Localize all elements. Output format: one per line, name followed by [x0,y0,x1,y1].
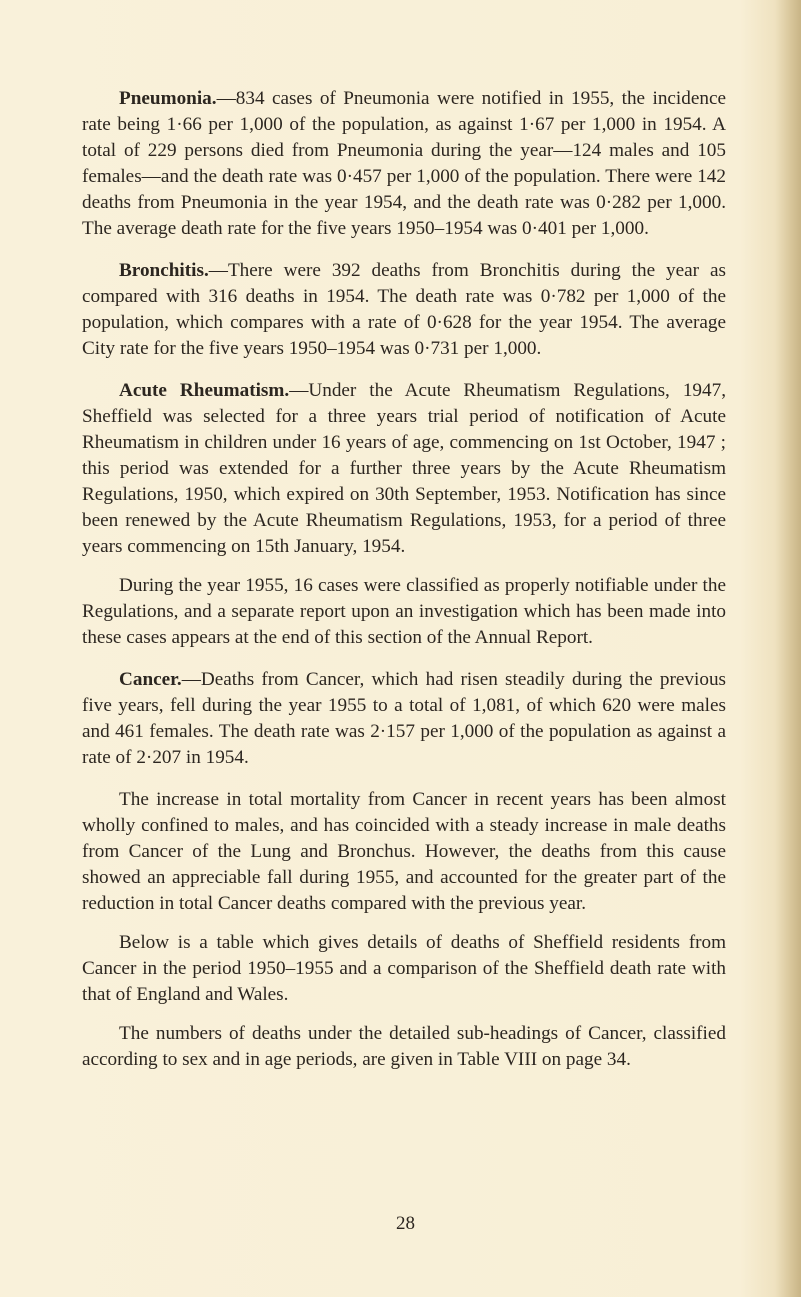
paragraph-acute-rheumatism [82,378,726,560]
paragraph-cancer-increase [82,787,726,917]
heading-cancer: Cancer. [119,669,182,690]
paragraph-cancer-subheadings [82,1021,726,1073]
body-text [82,86,726,1086]
paragraph-cancer [82,667,726,771]
text-cancer-increase: The increase in total mortality from Cancer in recent years has been almost wholly confined to males, and has coincided with a steady increase in male deaths from Cancer of the Lung and Bronchus. However, the deaths from this cause showed an appreciable fall during 1955, and accounted for the greater part of the reduction in total Cancer deaths compared with the previous year. [82,789,726,914]
text-acute-rheumatism: —Under the Acute Rheumatism Regulations, 1947, Sheffield was selected for a three years trial period of notification of Acute Rheumatism in children under 16 years of age, commencing on 1st October, 1947 ; this period was extended for a further three years by the Acute Rheumatism Regulations, 1950, which expired on 30th September, 1953. Notification has since been renewed by the Acute Rheumatism Regulations, 1953, for a period of three years commencing on 15th January, 1954. [82,380,726,557]
heading-pneumonia: Pneumonia. [119,88,217,109]
page-number: 28 [396,1213,415,1234]
text-cancer: —Deaths from Cancer, which had risen steadily during the previous five years, fell during the year 1955 to a total of 1,081, of which 620 were males and 461 females. The death rate was 2·157 per 1,000 of the population as against a rate of 2·207 in 1954. [82,669,726,768]
heading-acute-rheumatism: Acute Rheumatism. [119,380,290,401]
text-cancer-table-intro: Below is a table which gives details of deaths of Sheffield residents from Cancer in the period 1950–1955 and a comparison of the Sheffield death rate with that of England and Wales. [82,932,726,1005]
text-bronchitis: —There were 392 deaths from Bronchitis during the year as compared with 316 deaths in 1954. The death rate was 0·782 per 1,000 of the population, which compares with a rate of 0·628 for the year 1954. The average City rate for the five years 1950–1954 was 0·731 per 1,000. [82,260,726,359]
text-rheumatism-cases: During the year 1955, 16 cases were classified as properly notifiable under the Regulations, and a separate report upon an investigation which has been made into these cases appears at the end of this section of the Annual Report. [82,575,726,648]
text-cancer-subheadings: The numbers of deaths under the detailed sub-headings of Cancer, classified according to sex and in age periods, are given in Table VIII on page 34. [82,1023,726,1070]
paragraph-cancer-table-intro [82,930,726,1008]
text-pneumonia: —834 cases of Pneumonia were notified in 1955, the incidence rate being 1·66 per 1,000 of the population, as against 1·67 per 1,000 in 1954. A total of 229 persons died from Pneumonia during the year—124 males and 105 females—and the death rate was 0·457 per 1,000 of the population. There were 142 deaths from Pneumonia in the year 1954, and the death rate was 0·282 per 1,000. The average death rate for the five years 1950–1954 was 0·401 per 1,000. [82,88,726,239]
paragraph-bronchitis [82,258,726,362]
heading-bronchitis: Bronchitis. [119,260,209,281]
paragraph-pneumonia [82,86,726,242]
paragraph-rheumatism-cases [82,573,726,651]
